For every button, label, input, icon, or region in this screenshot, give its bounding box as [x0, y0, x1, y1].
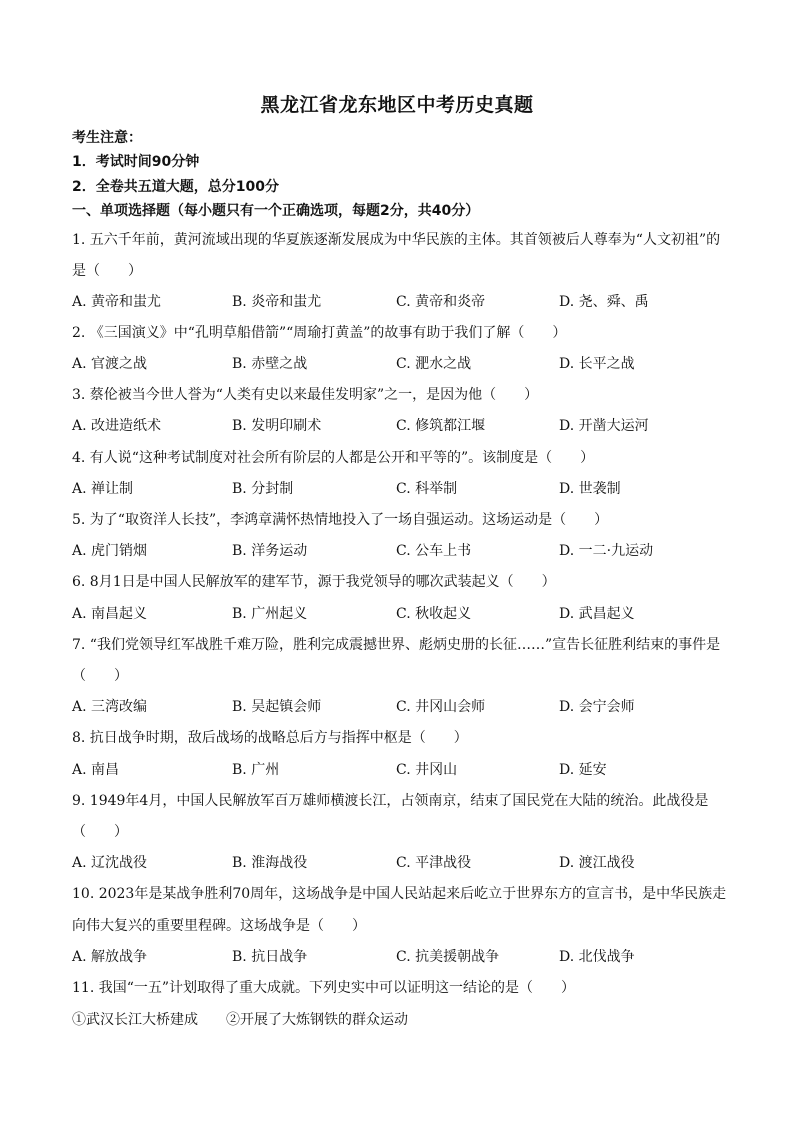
- question-text: 1. 五六千年前，黄河流域出现的华夏族逐渐发展成为中华民族的主体。其首领被后人尊奉为“人文初祖”的: [72, 232, 721, 248]
- option-a: A. 改进造纸术: [72, 418, 162, 434]
- question-statements: ①武汉长江大桥建成 ②开展了大炼钢铁的群众运动: [72, 1012, 408, 1028]
- option-c: C. 秋收起义: [396, 606, 472, 622]
- option-d: D. 尧、舜、禹: [559, 294, 649, 310]
- option-d: D. 长平之战: [559, 356, 635, 372]
- question-text: （ ）: [72, 668, 128, 684]
- page-title: 黑龙江省龙东地区中考历史真题: [260, 94, 534, 116]
- notice-item: 2．全卷共五道大题，总分100分: [72, 179, 279, 195]
- option-c: C. 修筑都江堰: [396, 418, 486, 434]
- option-d: D. 北伐战争: [559, 949, 635, 965]
- option-d: D. 世袭制: [559, 481, 621, 497]
- option-c: C. 平津战役: [396, 855, 472, 871]
- option-a: A. 黄帝和蚩尤: [72, 294, 162, 310]
- option-b: B. 广州: [232, 762, 280, 778]
- option-b: B. 吴起镇会师: [232, 699, 322, 715]
- option-b: B. 发明印刷术: [232, 418, 322, 434]
- question-text: （ ）: [72, 824, 128, 840]
- option-a: A. 三湾改编: [72, 699, 148, 715]
- question-text: 2. 《三国演义》中“孔明草船借箭”“周瑜打黄盖”的故事有助于我们了解（ ）: [72, 325, 567, 341]
- option-b: B. 淮海战役: [232, 855, 308, 871]
- option-d: D. 开凿大运河: [559, 418, 649, 434]
- option-c: C. 井冈山: [396, 762, 458, 778]
- option-b: B. 抗日战争: [232, 949, 308, 965]
- option-c: C. 科举制: [396, 481, 458, 497]
- option-b: B. 赤壁之战: [232, 356, 308, 372]
- option-d: D. 一二·九运动: [559, 543, 654, 559]
- option-a: A. 解放战争: [72, 949, 148, 965]
- option-a: A. 虎门销烟: [72, 543, 148, 559]
- option-c: C. 淝水之战: [396, 356, 472, 372]
- option-c: C. 黄帝和炎帝: [396, 294, 486, 310]
- option-a: A. 辽沈战役: [72, 855, 148, 871]
- question-text: 4. 有人说“这种考试制度对社会所有阶层的人都是公开和平等的”。该制度是（ ）: [72, 450, 595, 466]
- option-a: A. 南昌: [72, 762, 120, 778]
- question-text: 7. “我们党领导红军战胜千难万险，胜利完成震撼世界、彪炳史册的长征……”宣告长征胜利结束的事件是: [72, 637, 721, 653]
- section-heading: 一、单项选择题（每小题只有一个正确选项，每题2分，共40分）: [72, 203, 480, 219]
- option-c: C. 井冈山会师: [396, 699, 486, 715]
- question-text: 是（ ）: [72, 263, 142, 279]
- option-c: C. 公车上书: [396, 543, 472, 559]
- question-text: 9. 1949年4月，中国人民解放军百万雄师横渡长江，占领南京，结束了国民党在大陆的统治。此战役是: [72, 793, 709, 809]
- option-d: D. 延安: [559, 762, 607, 778]
- option-d: D. 会宁会师: [559, 699, 635, 715]
- notice-item: 1．考试时间90分钟: [72, 154, 200, 170]
- option-b: B. 洋务运动: [232, 543, 308, 559]
- option-a: A. 官渡之战: [72, 356, 148, 372]
- option-b: B. 广州起义: [232, 606, 308, 622]
- question-text: 11. 我国“一五”计划取得了重大成就。下列史实中可以证明这一结论的是（ ）: [72, 980, 576, 996]
- option-d: D. 武昌起义: [559, 606, 635, 622]
- option-c: C. 抗美援朝战争: [396, 949, 500, 965]
- question-text: 5. 为了“取资洋人长技”，李鸿章满怀热情地投入了一场自强运动。这场运动是（ ）: [72, 512, 609, 528]
- question-text: 10. 2023年是某战争胜利70周年，这场战争是中国人民站起来后屹立于世界东方的宣言书，是中华民族走: [72, 886, 727, 902]
- option-d: D. 渡江战役: [559, 855, 635, 871]
- option-a: A. 禅让制: [72, 481, 134, 497]
- option-a: A. 南昌起义: [72, 606, 148, 622]
- notice-heading: 考生注意：: [72, 130, 142, 146]
- option-b: B. 分封制: [232, 481, 294, 497]
- option-b: B. 炎帝和蚩尤: [232, 294, 322, 310]
- question-text: 向伟大复兴的重要里程碑。这场战争是（ ）: [72, 918, 366, 934]
- question-text: 3. 蔡伦被当今世人誉为“人类有史以来最佳发明家”之一，是因为他（ ）: [72, 387, 539, 403]
- question-text: 8. 抗日战争时期，敌后战场的战略总后方与指挥中枢是（ ）: [72, 730, 468, 746]
- question-text: 6. 8月1日是中国人民解放军的建军节，源于我党领导的哪次武装起义（ ）: [72, 574, 556, 590]
